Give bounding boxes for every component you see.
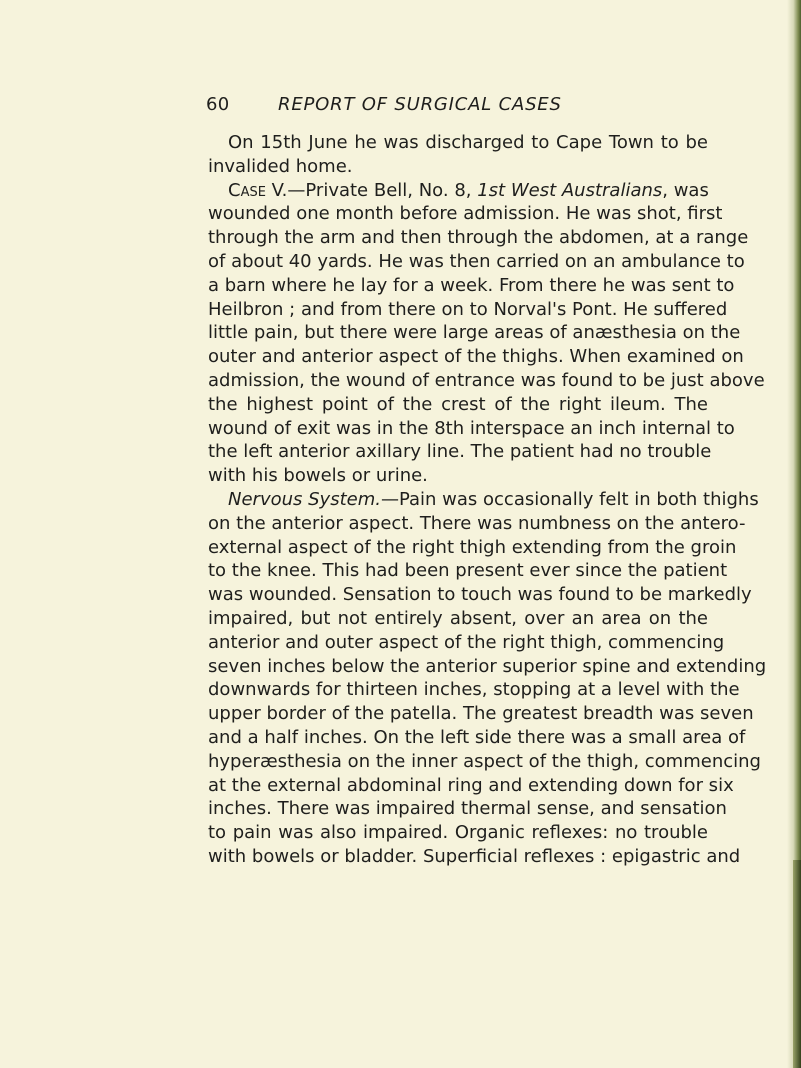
text-line: anterior and outer aspect of the right thigh, commencing [208, 631, 725, 653]
text-line: upper border of the patella. The greatest breadth was seven [208, 703, 754, 725]
text-line: was wounded. Sensation to touch was found to be markedly [208, 584, 752, 606]
text-line [208, 488, 759, 512]
text-line: a barn where he lay for a week. From there he was sent to [208, 274, 735, 296]
text-line: on the anterior aspect. There was numbness on the antero- [208, 512, 746, 534]
text-line: Heilbron ; and from there on to Norval's Pont. He suffered [208, 298, 728, 320]
text-line: downwards for thirteen inches, stopping at a level with the [208, 679, 740, 701]
text-line: at the external abdominal ring and extending down for six [208, 774, 734, 796]
text-line: the left anterior axillary line. The patient had no trouble [208, 441, 712, 463]
text-line: seven inches below the anterior superior spine and extending [208, 655, 767, 677]
text-segment: 1st West Australians [477, 179, 663, 201]
text-line: with bowels or bladder. Superficial reflexes : epigastric and [208, 845, 741, 867]
text-line: wound of exit was in the 8th interspace an inch internal to [208, 417, 735, 439]
text-line [208, 179, 708, 203]
text-line: inches. There was impaired thermal sense, and sensation [208, 798, 727, 820]
text-line: impaired, but not entirely absent, over an area on the [208, 607, 708, 629]
body-text [208, 131, 767, 869]
page-number: 60 [206, 94, 230, 115]
text-segment: —Pain was occasionally felt in both thighs [380, 488, 759, 510]
text-segment: Case [228, 179, 266, 201]
text-line: external aspect of the right thigh extending from the groin [208, 536, 737, 558]
text-line: outer and anterior aspect of the thighs. When examined on [208, 346, 744, 368]
text-segment: V.—Private Bell, No. 8, [265, 179, 478, 201]
text-line: to the knee. This had been present ever since the patient [208, 560, 728, 582]
text-line: of about 40 yards. He was then carried on an ambulance to [208, 250, 745, 272]
text-line: invalided home. [208, 155, 353, 177]
text-line: hyperæsthesia on the inner aspect of the thigh, commencing [208, 750, 761, 772]
text-segment: , was [662, 179, 709, 201]
running-title: REPORT OF SURGICAL CASES [278, 94, 562, 115]
text-line: admission, the wound of entrance was found to be just above [208, 369, 765, 391]
text-line: through the arm and then through the abdomen, at a range [208, 227, 749, 249]
text-line: with his bowels or urine. [208, 465, 428, 487]
running-header [206, 94, 562, 115]
text-line: On 15th June he was discharged to Cape Town to be [228, 132, 708, 153]
text-line: little pain, but there were large areas of anæsthesia on the [208, 322, 741, 344]
text-line: the highest point of the crest of the right ileum. The [208, 393, 708, 415]
text-line: and a half inches. On the left side there was a small area of [208, 726, 746, 748]
page-edge-dark [793, 860, 801, 1068]
text-segment: Nervous System. [228, 488, 381, 510]
text-line: to pain was also impaired. Organic reflexes: no trouble [208, 822, 708, 844]
text-line: wounded one month before admission. He was shot, first [208, 203, 723, 225]
